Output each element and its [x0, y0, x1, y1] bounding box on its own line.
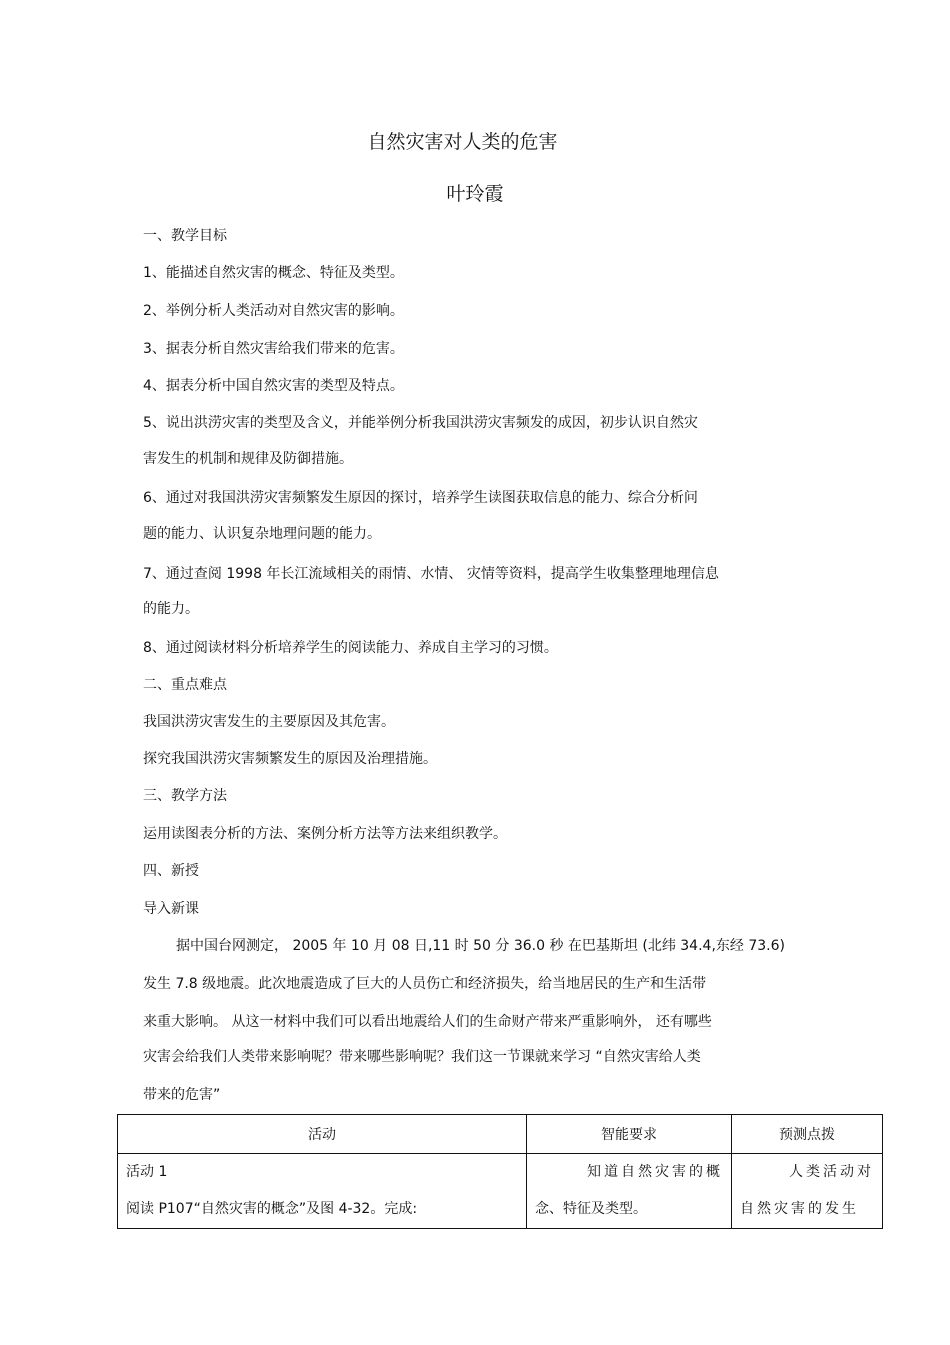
- goal-line: 6、通过对我国洪涝灾害频繁发生原因的探讨，培养学生读图获取信息的能力、综合分析问: [143, 490, 698, 506]
- key-point-line: 探究我国洪涝灾害频繁发生的原因及治理措施。: [143, 751, 437, 767]
- goal-line: 7、通过查阅 1998 年长江流域相关的雨情、水情、 灾情等资料，提高学生收集整理地理信息: [143, 566, 719, 582]
- hint-line: 人类活动对: [789, 1164, 874, 1180]
- intro-heading: 导入新课: [143, 901, 199, 917]
- header-activity: 活动: [118, 1115, 527, 1154]
- requirement-line: 念、特征及类型。: [535, 1201, 647, 1217]
- document-title: 自然灾害对人类的危害: [367, 131, 558, 153]
- method-text: 运用读图表分析的方法、案例分析方法等方法来组织教学。: [143, 826, 507, 842]
- intro-line: 发生 7.8 级地震。此次地震造成了巨大的人员伤亡和经济损失，给当地居民的生产和生活带: [143, 976, 707, 992]
- activity-line: 阅读 P107“自然灾害的概念”及图 4-32。完成:: [126, 1201, 418, 1217]
- goal-line: 1、能描述自然灾害的概念、特征及类型。: [143, 265, 404, 281]
- goal-line: 害发生的机制和规律及防御措施。: [143, 451, 353, 467]
- goal-line: 5、说出洪涝灾害的类型及含义，并能举例分析我国洪涝灾害频发的成因，初步认识自然灾: [143, 415, 698, 431]
- goal-line: 8、通过阅读材料分析培养学生的阅读能力、养成自主学习的习惯。: [143, 640, 558, 656]
- goals-heading: 一、教学目标: [143, 228, 227, 244]
- requirement-line: 知道自然灾害的概: [587, 1164, 723, 1180]
- new-lesson-heading: 四、新授: [143, 863, 199, 879]
- method-heading: 三、教学方法: [143, 788, 227, 804]
- table-header-row: [118, 1115, 883, 1154]
- intro-line: 带来的危害”: [143, 1087, 221, 1103]
- goal-line: 的能力。: [143, 601, 199, 617]
- key-heading: 二、重点难点: [143, 677, 227, 693]
- intro-line: 据中国台网测定， 2005 年 10 月 08 日,11 时 50 分 36.0 秒 在巴基斯坦 (北纬 34.4,东经 73.6): [176, 938, 785, 954]
- hint-line: 自然灾害的发生: [740, 1201, 859, 1217]
- hint-cell: [732, 1154, 883, 1229]
- header-hint: 预测点拨: [732, 1115, 883, 1154]
- table-row: [118, 1154, 883, 1229]
- intro-line: 灾害会给我们人类带来影响呢？带来哪些影响呢？我们这一节课就来学习 “自然灾害给人类: [143, 1049, 701, 1065]
- activity-table: [117, 1114, 883, 1229]
- activity-cell: [118, 1154, 527, 1229]
- intro-line: 来重大影响。 从这一材料中我们可以看出地震给人们的生命财产带来严重影响外， 还有哪些: [143, 1014, 712, 1030]
- activity-line: 活动 1: [126, 1164, 168, 1180]
- goal-line: 2、举例分析人类活动对自然灾害的影响。: [143, 303, 404, 319]
- key-point-line: 我国洪涝灾害发生的主要原因及其危害。: [143, 714, 395, 730]
- document-author: 叶玲霞: [446, 183, 504, 205]
- goal-line: 3、据表分析自然灾害给我们带来的危害。: [143, 341, 404, 357]
- header-requirement: 智能要求: [527, 1115, 732, 1154]
- requirement-cell: [527, 1154, 732, 1229]
- goal-line: 4、据表分析中国自然灾害的类型及特点。: [143, 378, 404, 394]
- goal-line: 题的能力、认识复杂地理问题的能力。: [143, 526, 381, 542]
